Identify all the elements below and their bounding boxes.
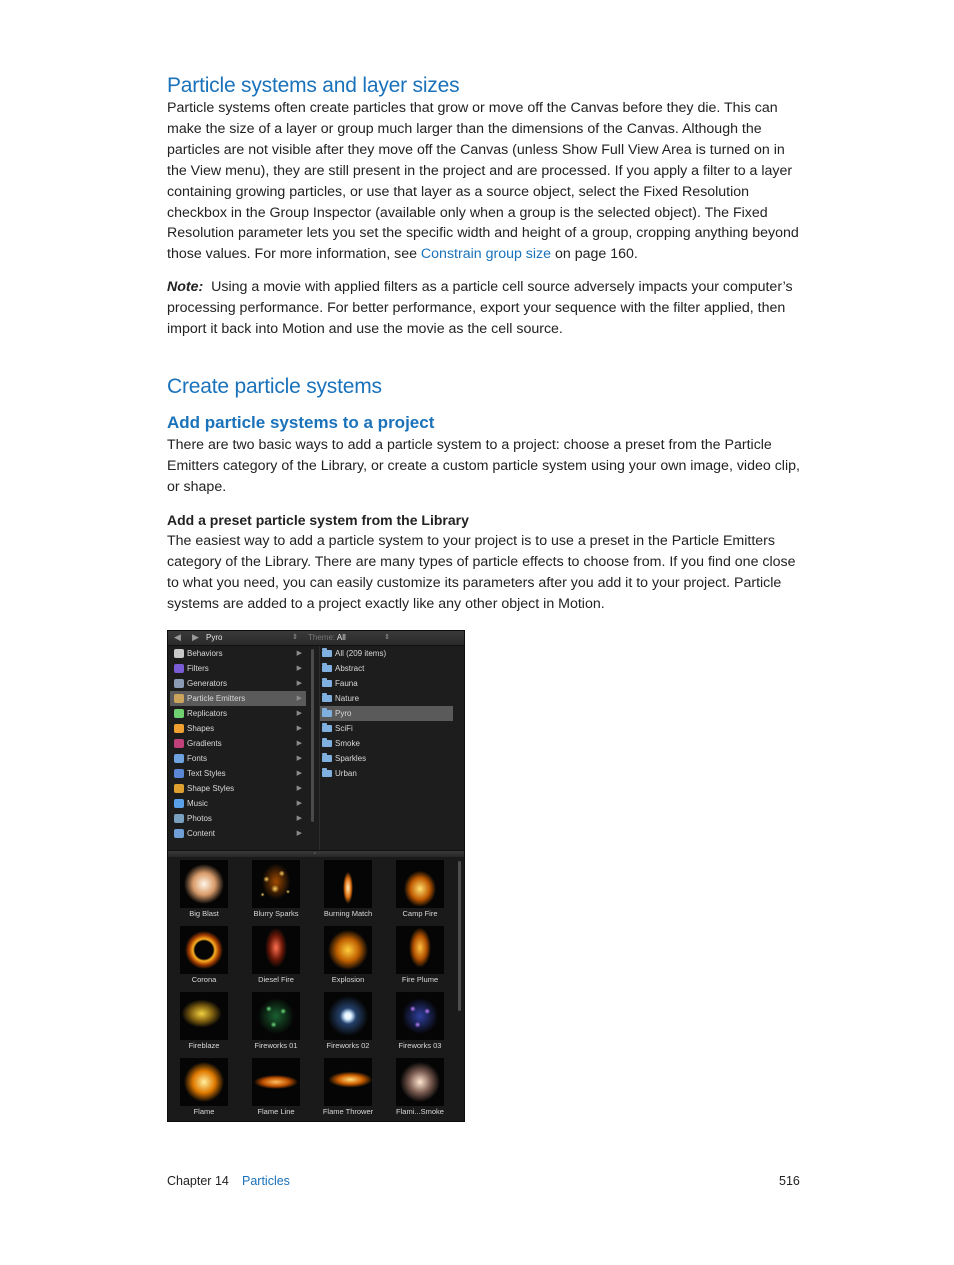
preset-label: Explosion <box>331 975 365 984</box>
preset-label: Burning Match <box>323 909 373 918</box>
category-label: Fonts <box>187 754 208 763</box>
preset-thumbnail <box>180 992 228 1040</box>
preset-thumbnail <box>324 860 372 908</box>
folder-icon <box>322 710 332 717</box>
category-item[interactable] <box>170 706 306 721</box>
category-scrollbar[interactable] <box>311 649 314 822</box>
subsection-title: Add particle systems to a project <box>167 413 435 432</box>
preset-tile[interactable] <box>384 923 456 989</box>
disclosure-arrow-icon: ▶ <box>296 650 302 657</box>
note-label: Note: <box>167 279 204 295</box>
disclosure-arrow-icon: ▶ <box>296 665 302 672</box>
category-item[interactable] <box>170 811 306 826</box>
preset-thumbnail <box>180 926 228 974</box>
preset-tile[interactable] <box>312 989 384 1055</box>
disclosure-arrow-icon: ▶ <box>296 785 302 792</box>
preset-thumbnail <box>180 1058 228 1106</box>
theme-value: All <box>336 633 346 642</box>
preset-thumbnail <box>396 860 444 908</box>
filters-icon <box>174 664 184 673</box>
section-title: Create particle systems <box>167 375 382 398</box>
disclosure-arrow-icon: ▶ <box>296 680 302 687</box>
footer-section-link[interactable]: Particles <box>242 1174 290 1188</box>
library-panel <box>167 630 465 1122</box>
page-number: 516 <box>779 1174 800 1188</box>
preset-label: Blurry Sparks <box>253 909 299 918</box>
folder-label: All (209 items) <box>335 649 387 658</box>
music-icon <box>174 799 184 808</box>
folder-item[interactable] <box>320 661 453 676</box>
shapes-icon <box>174 724 184 733</box>
disclosure-arrow-icon: ▶ <box>296 695 302 702</box>
folder-item[interactable] <box>320 691 453 706</box>
gradients-icon <box>174 739 184 748</box>
preset-label: Fire Plume <box>401 975 439 984</box>
preset-thumbnail <box>396 926 444 974</box>
preset-label: Flame Thrower <box>322 1107 374 1116</box>
footer-chapter: Chapter 14 <box>167 1174 229 1188</box>
body-paragraph: The easiest way to add a particle system to your project is to use a preset in the Particle Emitters category of the Library. There are many types of particle effects to choose from. If you find one close to what you need, you can easily customize its parameters after you add it to your project. Particle systems are added to a project exactly like any other object in Motion. <box>167 533 796 612</box>
generators-icon <box>174 679 184 688</box>
folder-icon <box>322 665 332 672</box>
preset-thumbnail <box>252 1058 300 1106</box>
preset-label: Diesel Fire <box>258 975 294 984</box>
preset-tile[interactable] <box>168 857 240 923</box>
preset-scrollbar[interactable] <box>458 861 461 1011</box>
category-label: Gradients <box>187 739 222 748</box>
folder-icon <box>322 740 332 747</box>
theme-popup[interactable] <box>308 633 390 643</box>
category-list <box>168 646 308 853</box>
preset-tile[interactable] <box>384 857 456 923</box>
preset-label: Fireworks 01 <box>254 1041 298 1050</box>
category-label: Photos <box>187 814 212 823</box>
particle-emitters-icon <box>174 694 184 703</box>
preset-label: Flame <box>193 1107 215 1116</box>
preset-grid <box>168 857 464 1122</box>
constrain-group-size-link[interactable]: Constrain group size <box>420 246 552 263</box>
folder-icon <box>322 770 332 777</box>
category-label: Shapes <box>187 724 215 733</box>
disclosure-arrow-icon: ▶ <box>296 725 302 732</box>
folder-label: SciFi <box>335 724 353 733</box>
folder-item[interactable] <box>320 676 453 691</box>
disclosure-arrow-icon: ▶ <box>296 815 302 822</box>
preset-label: Flame Line <box>257 1107 295 1116</box>
folder-list <box>320 646 460 853</box>
shape-styles-icon <box>174 784 184 793</box>
body-paragraph: There are two basic ways to add a particle system to a project: choose a preset from the Particle Emitters category of the Library, or create a custom particle system using your own image, video clip, or shape. <box>167 437 800 495</box>
forward-arrow-icon[interactable]: ▶ <box>192 632 199 642</box>
preset-label: Corona <box>191 975 217 984</box>
preset-label: Big Blast <box>189 909 219 918</box>
category-item[interactable] <box>170 796 306 811</box>
preset-tile[interactable] <box>168 989 240 1055</box>
category-label: Text Styles <box>187 769 226 778</box>
category-label: Music <box>187 799 208 808</box>
updown-arrows-icon: ⇕ <box>292 634 298 641</box>
preset-tile[interactable] <box>240 1055 312 1121</box>
disclosure-arrow-icon: ▶ <box>296 740 302 747</box>
gear-icon <box>174 649 184 658</box>
preset-thumbnail <box>180 860 228 908</box>
content-folder-icon <box>174 829 184 838</box>
split-grip-icon: • <box>314 851 316 857</box>
preset-tile[interactable] <box>384 1055 456 1121</box>
updown-arrows-icon: ⇕ <box>384 634 390 641</box>
preset-tile[interactable] <box>312 1055 384 1121</box>
preset-thumbnail <box>252 860 300 908</box>
location-popup[interactable] <box>206 633 298 643</box>
fonts-icon <box>174 754 184 763</box>
preset-thumbnail <box>396 992 444 1040</box>
preset-label: Flami...Smoke <box>396 1107 444 1116</box>
preset-tile[interactable] <box>240 989 312 1055</box>
preset-thumbnail <box>324 1058 372 1106</box>
category-item[interactable] <box>170 751 306 766</box>
category-label: Generators <box>187 679 228 688</box>
folder-item[interactable] <box>320 766 453 781</box>
category-item[interactable] <box>170 721 306 736</box>
category-item[interactable] <box>170 646 306 661</box>
disclosure-arrow-icon: ▶ <box>296 770 302 777</box>
folder-item[interactable] <box>320 736 453 751</box>
folder-item[interactable] <box>320 751 453 766</box>
folder-label: Pyro <box>335 709 352 718</box>
folder-label: Urban <box>335 769 357 778</box>
folder-icon <box>322 725 332 732</box>
folder-item[interactable] <box>320 646 453 661</box>
preset-tile[interactable] <box>312 857 384 923</box>
theme-label: Theme: <box>308 633 336 642</box>
location-value: Pyro <box>206 633 223 642</box>
library-toolbar <box>168 631 464 646</box>
disclosure-arrow-icon: ▶ <box>296 800 302 807</box>
preset-tile[interactable] <box>312 923 384 989</box>
preset-thumbnail <box>252 992 300 1040</box>
paragraph-text: on page 160. <box>551 246 638 263</box>
preset-label: Camp Fire <box>402 909 438 918</box>
body-paragraph <box>167 98 801 265</box>
category-label: Shape Styles <box>187 784 235 793</box>
preset-tile[interactable] <box>384 989 456 1055</box>
disclosure-arrow-icon: ▶ <box>296 755 302 762</box>
preset-thumbnail <box>252 926 300 974</box>
preset-label: Fireworks 02 <box>326 1041 370 1050</box>
folder-label: Nature <box>335 694 360 703</box>
disclosure-arrow-icon: ▶ <box>296 830 302 837</box>
folder-icon <box>322 695 332 702</box>
task-heading: Add a preset particle system from the Library <box>167 512 469 528</box>
preset-label: Fireworks 03 <box>398 1041 442 1050</box>
photos-icon <box>174 814 184 823</box>
category-item[interactable] <box>170 736 306 751</box>
category-label: Particle Emitters <box>187 694 246 703</box>
category-item[interactable] <box>170 676 306 691</box>
category-label: Behaviors <box>187 649 223 658</box>
category-item[interactable] <box>170 826 306 841</box>
replicators-icon <box>174 709 184 718</box>
category-label: Replicators <box>187 709 228 718</box>
folder-label: Abstract <box>335 664 365 673</box>
folder-icon <box>322 650 332 657</box>
disclosure-arrow-icon: ▶ <box>296 710 302 717</box>
folder-icon <box>322 680 332 687</box>
paragraph-text: Particle systems often create particles that grow or move off the Canvas before they die. This can make the size of a layer or group much larger than the dimensions of the Canvas. Although the particles are not visible after they move off the Canvas (unless Show Full View Area is turned on in the View menu), they are still present in the project and are processed. If you apply a filter to a layer containing growing particles, or use that layer as a source object, select the Fixed Resolution checkbox in the Group Inspector (available only when a group is the selected object). The Fixed Resolution parameter lets you set the specific width and height of a group, cropping anything beyond those values. For more information, see <box>167 100 799 263</box>
preset-tile[interactable] <box>168 1055 240 1121</box>
preset-label: Fireblaze <box>188 1041 220 1050</box>
folder-item[interactable] <box>320 706 453 721</box>
folder-label: Fauna <box>335 679 358 688</box>
category-item[interactable] <box>170 691 306 706</box>
preset-thumbnail <box>324 926 372 974</box>
note-paragraph <box>167 277 801 340</box>
preset-tile[interactable] <box>240 857 312 923</box>
section-title: Particle systems and layer sizes <box>167 74 460 97</box>
category-item[interactable] <box>170 661 306 676</box>
folder-icon <box>322 755 332 762</box>
folder-item[interactable] <box>320 721 453 736</box>
back-arrow-icon[interactable]: ◀ <box>174 632 181 642</box>
category-label: Content <box>187 829 216 838</box>
note-text: Using a movie with applied filters as a particle cell source adversely impacts your computer’s processing performance. For better performance, export your sequence with the filter applied, then import it back into Motion and use the movie as the cell source. <box>167 279 793 337</box>
folder-label: Smoke <box>335 739 360 748</box>
preset-thumbnail <box>324 992 372 1040</box>
folder-label: Sparkles <box>335 754 367 763</box>
preset-thumbnail <box>396 1058 444 1106</box>
preset-tile[interactable] <box>168 923 240 989</box>
category-item[interactable] <box>170 766 306 781</box>
preset-tile[interactable] <box>240 923 312 989</box>
category-item[interactable] <box>170 781 306 796</box>
text-styles-icon <box>174 769 184 778</box>
category-label: Filters <box>187 664 209 673</box>
